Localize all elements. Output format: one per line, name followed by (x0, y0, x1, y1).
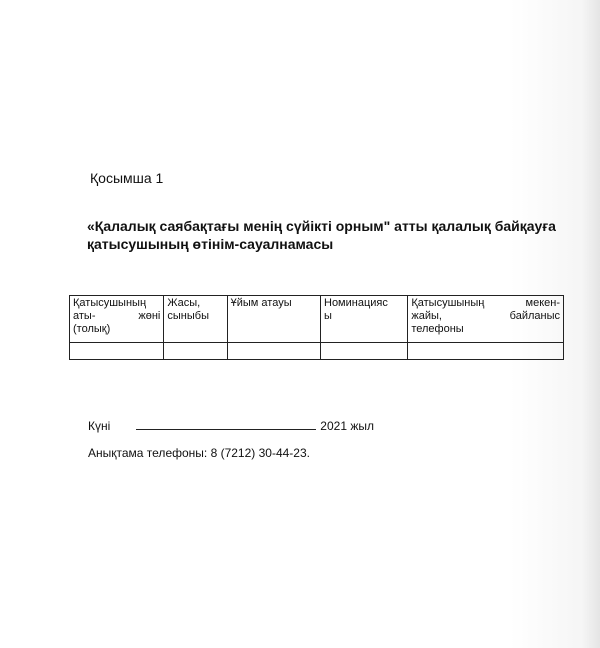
date-year: 2021 жыл (320, 419, 374, 433)
header-nomination: Номинацияс ы (321, 296, 408, 343)
appendix-label: Қосымша 1 (90, 170, 164, 186)
reference-phone: Анықтама телефоны: 8 (7212) 30-44-23. (88, 446, 310, 460)
document-title: «Қалалық саябақтағы менің сүйікті орным" атты қалалық байқауға қатысушының өтінім-сауалнамасы (87, 218, 556, 252)
header-age-grade: Жасы, сыныбы (164, 296, 227, 343)
header-address-phone: Қатысушының мекен- жайы, байланыс телефоны (408, 296, 564, 343)
table-cell-organization[interactable] (227, 343, 320, 360)
date-line (88, 418, 374, 433)
table-cell-name[interactable] (70, 343, 164, 360)
table-cell-age[interactable] (164, 343, 227, 360)
table-cell-address[interactable] (408, 343, 564, 360)
application-form-table (69, 295, 564, 360)
table-row (70, 343, 564, 360)
date-blank-field[interactable] (136, 418, 316, 430)
header-cell-text: Қатысушының аты- жөні (толық) (73, 297, 161, 335)
page-edge-shadow (582, 0, 600, 648)
header-organization-name: Ұйым атауы (227, 296, 320, 343)
date-label: Күні (88, 419, 111, 433)
table-header-row (70, 296, 564, 343)
table-cell-nomination[interactable] (321, 343, 408, 360)
header-participant-name (70, 296, 164, 343)
